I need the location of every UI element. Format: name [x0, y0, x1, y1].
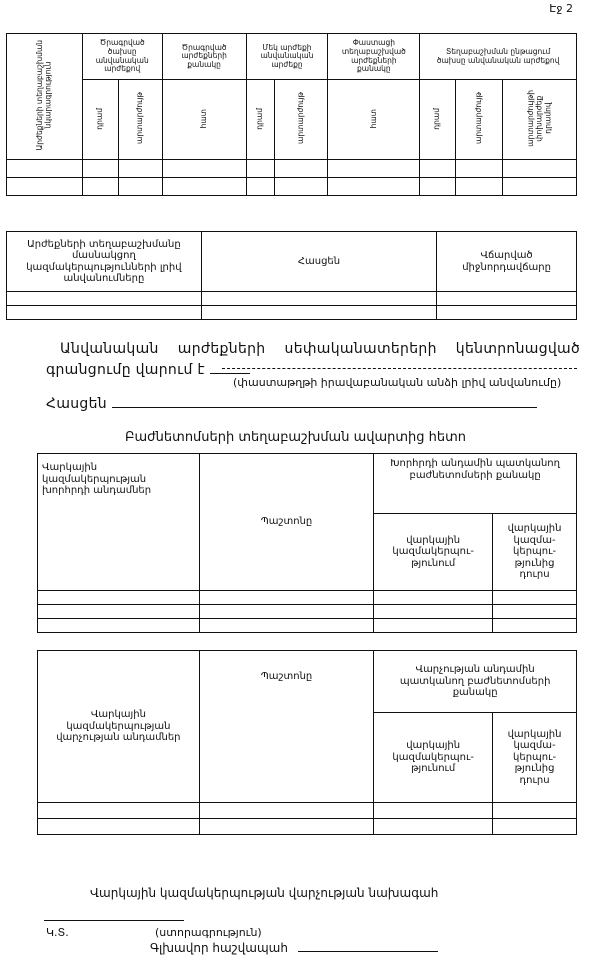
group-actual-quantity: Փաստացի տեղաբաշխված արժեքների քանակը — [328, 34, 420, 80]
table-row — [7, 306, 577, 320]
col-board-members: Վարկային կազմակերպության վարչության անդամներ — [38, 651, 200, 803]
sub-dram-1: դրամ — [82, 80, 118, 160]
word: արժեքների — [177, 341, 266, 357]
col-commission: Վճարված միջնորդավճարը — [437, 232, 577, 292]
col-position: Պաշտոնը — [199, 651, 373, 803]
registry-statement — [60, 341, 580, 357]
col-position: Պաշտոնը — [199, 454, 373, 591]
registrar-line — [46, 362, 250, 378]
sub-pieces-2: հատ — [328, 80, 420, 160]
sub-outside-org: վարկային կազմա- կերպու- թյունից դուրս — [493, 713, 577, 803]
col-address: Հասցեն — [201, 232, 436, 292]
group-unit-value: Մեկ արժեքի անվանական արժեքը — [246, 34, 328, 80]
sub-currency-3: արտարժույթ — [456, 80, 503, 160]
table-row — [38, 803, 577, 819]
address-label: Հասցեն — [46, 396, 107, 412]
table-row — [38, 605, 577, 619]
word: սեփականատերերի — [284, 341, 437, 357]
table-row — [38, 591, 577, 605]
address-blank[interactable] — [112, 407, 537, 408]
placement-table — [6, 33, 577, 196]
col-org-names: Արժեքների տեղաբաշխմանը մասնակցող կազմակերպությունների լրիվ անվանումները — [7, 232, 202, 292]
sub-currency-2: արտարժույթ — [275, 80, 328, 160]
col-description: Արժեքների տեղաբաշխման նկարագրություն — [7, 34, 83, 160]
sub-currency-1: արտարժույթ — [118, 80, 162, 160]
chief-accountant-label: Գլխավոր հաշվապահ — [150, 941, 288, 955]
chairman-label: Վարկային կազմակերպության վարչության նախագահ — [90, 886, 439, 900]
section-title: Բաժնետոմսերի տեղաբաշխման ավարտից հետո — [124, 430, 467, 445]
address-line — [46, 396, 537, 412]
board-members-table — [37, 650, 577, 835]
group-shares: Խորհրդի անդամին պատկանող բաժնետոմսերի քանակը — [374, 454, 577, 514]
registrar-blank[interactable] — [222, 368, 577, 369]
group-actual-cost: Տեղաբաշխման ընթացում ծախսը անվանական արժեքով — [420, 34, 577, 80]
group-planned-quantity: Ծրագրված արժեքների քանակը — [162, 34, 246, 80]
signature-note: (ստորագրություն) — [155, 926, 262, 939]
sub-exchange-rate: արտարժույթի փոխարժեք դրամով — [503, 80, 577, 160]
table-row — [7, 178, 577, 196]
page-number: Էջ 2 — [549, 2, 573, 15]
council-members-table — [37, 453, 577, 633]
table-row — [7, 160, 577, 178]
sub-in-org: վարկային կազմակերպու- թյունում — [374, 713, 493, 803]
sub-dram-3: դրամ — [420, 80, 456, 160]
group-planned-cost: Ծրագրված ծախսը անվանական արժեքով — [82, 34, 162, 80]
sub-outside-org: վարկային կազմա- կերպու- թյունից դուրս — [493, 514, 577, 591]
table-row — [38, 619, 577, 633]
registrar-label: գրանցումը վարում է — [46, 362, 205, 378]
registrar-blank-short[interactable] — [210, 373, 250, 374]
chairman-signature-line[interactable] — [44, 920, 184, 921]
sub-in-org: վարկային կազմակերպու- թյունում — [374, 514, 493, 591]
group-shares: Վարչության անդամին պատկանող բաժնետոմսերի քանակը — [374, 651, 577, 713]
word: կենտրոնացված — [455, 341, 580, 357]
table-row — [38, 819, 577, 835]
chief-accountant-line — [150, 941, 438, 955]
stamp-label: Կ.Տ. — [46, 926, 69, 939]
word: Անվանական — [60, 341, 159, 357]
registrar-note: (փաստաթղթի իրավաբանական անձի լրիվ անվանումը) — [233, 376, 562, 389]
col-council-members: Վարկային կազմակերպության խորհրդի անդամներ — [38, 454, 200, 591]
chief-accountant-blank[interactable] — [298, 951, 438, 952]
participants-table — [6, 231, 577, 320]
sub-dram-2: դրամ — [246, 80, 275, 160]
table-row — [7, 292, 577, 306]
sub-pieces-1: հատ — [162, 80, 246, 160]
